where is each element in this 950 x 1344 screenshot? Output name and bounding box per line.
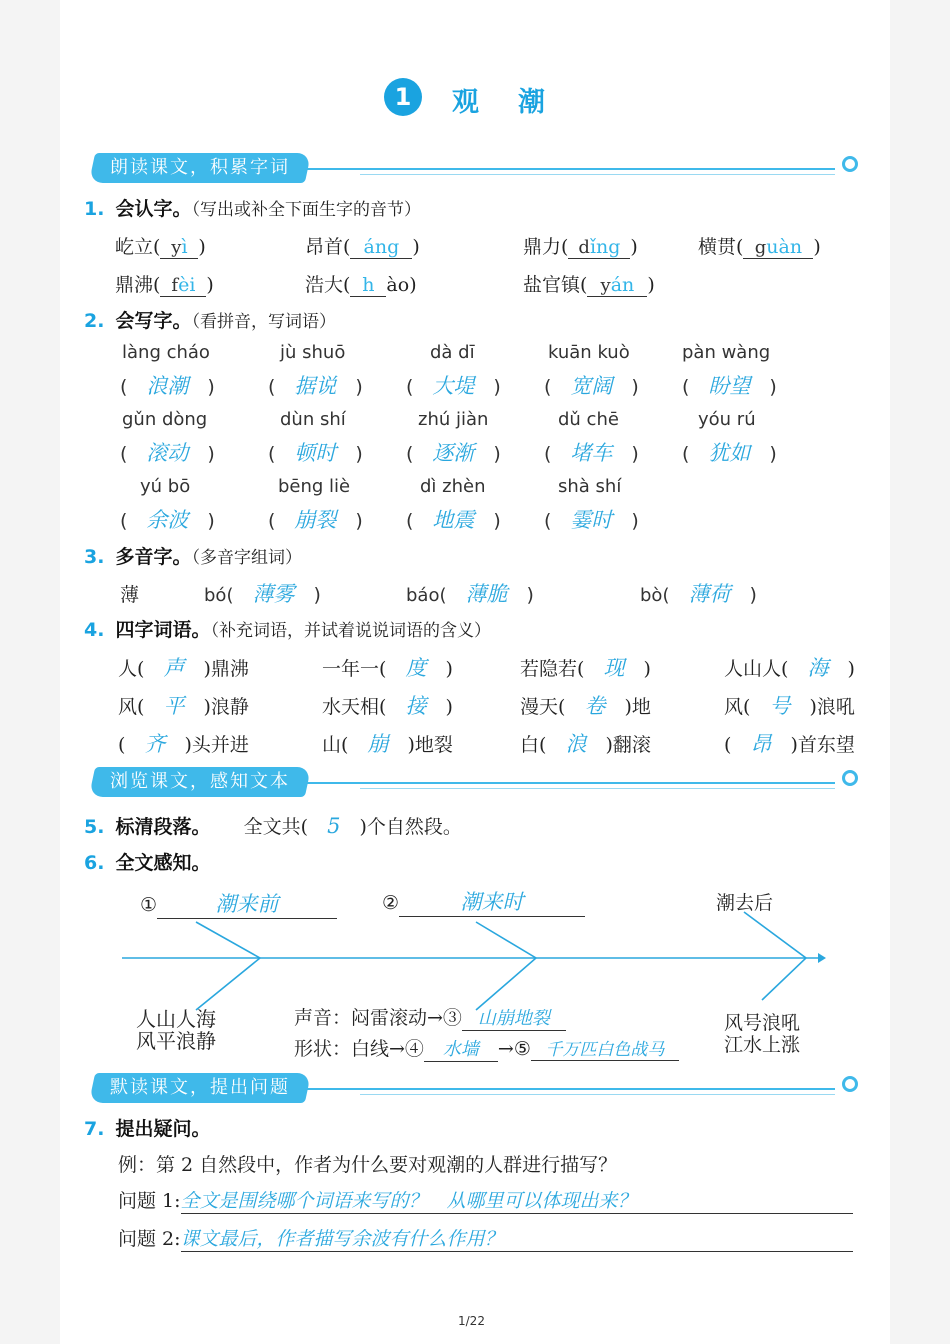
section-banner-browse: 浏览课文，感知文本 (89, 767, 311, 797)
idiom-item: ( 齐 )头并进 (118, 732, 249, 756)
answer-box: ( 堵车 ) (544, 441, 639, 465)
answer-box: ( 滚动 ) (120, 441, 215, 465)
recognize-item: 鼎力( dǐng ) (523, 236, 638, 258)
idiom-item: 山( 崩 )地裂 (322, 732, 453, 756)
sound-detail: 声音：闷雷滚动→③ 山崩地裂 (294, 1003, 566, 1031)
idiom-item: ( 昂 )首东望 (724, 732, 855, 756)
answer-box: ( 据说 ) (268, 374, 363, 398)
answer-box: ( 浪潮 ) (120, 374, 215, 398)
question-number: 4. (84, 619, 105, 641)
answer-box: ( 霎时 ) (544, 508, 639, 532)
recognize-item: 昂首( áng ) (305, 236, 420, 258)
recognize-item: 盐官镇( yán ) (523, 274, 655, 296)
fishbone-arrowhead (818, 953, 826, 963)
pinyin-label: dǔ chē (558, 409, 619, 430)
answer-box: ( 犹如 ) (682, 441, 777, 465)
lesson-number-badge: 1 (384, 78, 422, 116)
idiom-item: 人( 声 )鼎沸 (118, 656, 249, 680)
answer-box: ( 逐渐 ) (406, 441, 501, 465)
answer-box: ( 大堤 ) (406, 374, 501, 398)
idiom-item: 若隐若( 现 ) (520, 656, 651, 680)
pinyin-label: jù shuō (280, 342, 346, 363)
question-title: 四字词语。 (115, 619, 211, 641)
paragraph-count: 全文共( 5 )个自然段。 (243, 814, 462, 838)
polyphonic-item: báo( 薄脆 ) (406, 582, 534, 606)
question-number: 6. (84, 852, 105, 874)
question-2: 问题 2:课文最后，作者描写余波有什么作用？ (118, 1224, 853, 1252)
pinyin-label: yú bō (140, 476, 191, 497)
question-note: （看拼音，写词语） (191, 312, 337, 332)
page-number: 1/22 (458, 1314, 485, 1328)
recognize-item: 浩大( h ào) (305, 274, 417, 296)
shape-detail: 形状：白线→④ 水墙 →⑤ 千万匹白色战马 (294, 1034, 679, 1062)
pinyin-label: kuān kuò (548, 342, 630, 363)
question-number: 5. (84, 816, 105, 838)
question-title: 会认字。 (115, 198, 192, 220)
question-note: （多音字组词） (191, 548, 303, 568)
stage-label-after: 潮去后 (716, 892, 774, 914)
answer-box: ( 盼望 ) (682, 374, 777, 398)
question-note: （写出或补全下面生字的音节） (191, 200, 422, 220)
pinyin-label: dà dī (430, 342, 475, 363)
pinyin-label: zhú jiàn (418, 409, 489, 430)
question-number: 1. (84, 198, 105, 220)
question-title: 标清段落。 (115, 816, 211, 838)
fishbone-bone (476, 922, 536, 1010)
question-title: 多音字。 (115, 546, 192, 568)
section-banner-question: 默读课文，提出问题 (89, 1073, 311, 1103)
idiom-item: 白( 浪 )翻滚 (520, 732, 651, 756)
question-1: 问题 1:全文是围绕哪个词语来写的？ 从哪里可以体现出来？ (118, 1186, 853, 1214)
pinyin-label: làng cháo (122, 342, 210, 363)
section-banner-read: 朗读课文，积累字词 (89, 153, 311, 183)
idiom-item: 水天相( 接 ) (322, 694, 453, 718)
idiom-item: 风( 号 )浪吼 (724, 694, 855, 718)
question-number: 3. (84, 546, 105, 568)
question-title: 全文感知。 (115, 852, 211, 874)
answer-box: ( 顿时 ) (268, 441, 363, 465)
recognize-item: 屹立( yì ) (115, 236, 206, 258)
section-divider (360, 1094, 835, 1095)
stage-label-before: ① 潮来前 (140, 888, 337, 919)
idiom-item: 一年一( 度 ) (322, 656, 453, 680)
question-number: 2. (84, 310, 105, 332)
pinyin-label: yóu rú (698, 409, 756, 430)
example-question: 例：第 2 自然段中，作者为什么要对观潮的人群进行描写？ (118, 1154, 618, 1176)
answer-box: ( 余波 ) (120, 508, 215, 532)
polyphonic-item: bò( 薄荷 ) (640, 582, 757, 606)
pinyin-label: pàn wàng (682, 342, 771, 363)
recognize-item: 横贯( guàn ) (698, 236, 821, 258)
pinyin-label: shà shí (558, 476, 622, 497)
fishbone-bone (196, 922, 260, 1010)
pinyin-label: gǔn dòng (122, 409, 208, 430)
polyphonic-item: bó( 薄雾 ) (204, 582, 321, 606)
fishbone-bone (744, 912, 806, 1000)
polyphonic-char: 薄 (120, 584, 140, 606)
before-details: 人山人海 风平浪静 (136, 1007, 216, 1053)
after-details: 风号浪吼 江水上涨 (724, 1012, 801, 1056)
page-title: 观 潮 (452, 87, 551, 118)
idiom-item: 人山人( 海 ) (724, 656, 855, 680)
question-number: 7. (84, 1118, 105, 1140)
stage-label-during: ② 潮来时 (382, 886, 585, 917)
idiom-item: 风( 平 )浪静 (118, 694, 249, 718)
answer-box: ( 崩裂 ) (268, 508, 363, 532)
question-note: （补充词语，并试着说说词语的含义） (210, 621, 492, 641)
pinyin-label: bēng liè (278, 476, 351, 497)
section-end-icon (842, 1076, 858, 1092)
pinyin-label: dùn shí (280, 409, 346, 430)
recognize-item: 鼎沸( fèi ) (115, 274, 214, 296)
question-title: 会写字。 (115, 310, 192, 332)
answer-box: ( 地震 ) (406, 508, 501, 532)
question-title: 提出疑问。 (115, 1118, 211, 1140)
pinyin-label: dì zhèn (420, 476, 486, 497)
idiom-item: 漫天( 卷 )地 (520, 694, 651, 718)
answer-box: ( 宽阔 ) (544, 374, 639, 398)
